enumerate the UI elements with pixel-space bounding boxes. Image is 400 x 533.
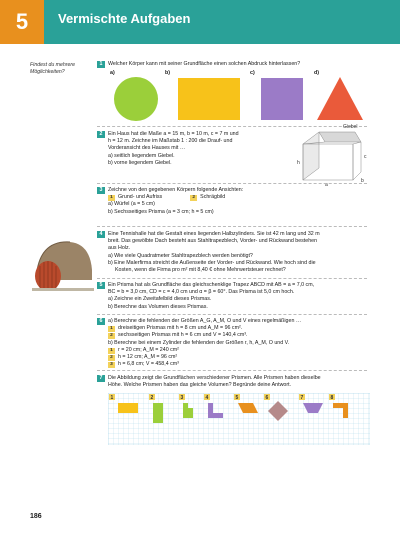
exercise-5: 5 Ein Prisma hat als Grundfläche das gleichschenklige Trapez ABCD mit AB = a = 7,0 cm, BC = b = 3,0 cm, CD = c = 4,0 cm und α = β = 60°. Das Prisma ist 5,0 cm hoch. a) Zeichne ein Zweitafelbild dieses Prismas. b) Berechne das Volumen dieses Prismas. bbox=[97, 282, 367, 311]
svg-text:a: a bbox=[325, 182, 328, 188]
option-label: d) bbox=[314, 70, 319, 76]
house-diagram bbox=[285, 122, 375, 188]
svg-text:h: h bbox=[297, 160, 300, 166]
option-label: b) bbox=[165, 70, 170, 76]
svg-text:2: 2 bbox=[150, 395, 154, 401]
exercise-2: 2 Ein Haus hat die Maße a = 15 m, b = 10 m, c = 7 m und h = 12 m. Zeichne im Maßstab 1 : 200 die Drauf- und Vorderansicht des Hauses mit … a) seitlich liegendem Giebel. b) vorne liegendem Giebel. bbox=[97, 131, 317, 167]
exercise-4: 4 Eine Tennishalle hat die Gestalt eines liegenden Halbzylinders. Sie ist 42 m lang und 32 m breit. Das gewölbte Dach besteht aus Stahltrapezblech, Vorder- und Rückwand bestehen aus Holz. a) Wie viele Quadratmeter Stahltrapezblech werden benötigt? b) Eine Malerfirma streicht die Außenseite der Vorder- und Rückwand. Wie hoch sind die Kosten, wenn die Firma pro m² mit 8,40 € ohne Mehrwertsteuer rechnet? bbox=[97, 231, 367, 274]
svg-text:b: b bbox=[361, 178, 364, 184]
exercise-number: 2 bbox=[97, 131, 105, 138]
exercise-7: 7 Die Abbildung zeigt die Grundflächen verschiedener Prismen. Alle Prismen haben dieselbe Höhe. Welche Prismen haben das gleiche Volumen? Begründe deine Antwort. bbox=[97, 375, 367, 389]
option-label: c) bbox=[250, 70, 255, 76]
exercise-number: 5 bbox=[97, 282, 105, 289]
sidebar-note: Findest du mehrere Möglichkeiten? bbox=[30, 62, 75, 75]
tennis-hall-illustration bbox=[30, 230, 94, 296]
exercise-number: 7 bbox=[97, 375, 105, 382]
red-triangle bbox=[317, 77, 363, 120]
svg-text:1: 1 bbox=[110, 395, 114, 401]
option-label: a) bbox=[110, 70, 115, 76]
divider bbox=[97, 183, 367, 184]
prism-base-grid bbox=[108, 393, 370, 445]
svg-text:4: 4 bbox=[205, 395, 209, 401]
chapter-number: 5 bbox=[0, 0, 44, 44]
page-title: Vermischte Aufgaben bbox=[58, 11, 191, 26]
yellow-rectangle bbox=[178, 78, 240, 120]
svg-text:5: 5 bbox=[235, 395, 239, 401]
exercise-6: 6 a) Berechne die fehlenden der Größen A_G, A_M, O und V eines regelmäßigen … 1 dreiseitigen Prismas mit h = 8 cm und A_M = 96 cm². 2 sechsseitigen Prismas mit h = 6 cm und V = 140,4 cm³. b) Berechne bei einem Zylinder die fehlenden der Größen r, h, A_M, O und V. 1 r = 20 cm; A_M = 240 cm² 2 h = 12 cm; A_M = 96 cm² 3 h = 6,8 cm; V = 458,4 cm³ bbox=[97, 318, 367, 368]
svg-text:3: 3 bbox=[180, 395, 184, 401]
divider bbox=[97, 278, 367, 279]
svg-text:c: c bbox=[364, 154, 367, 160]
gable-label: Giebel bbox=[343, 124, 358, 130]
exercise-3: 3 Zeichne von den gegebenen Körpern folgende Ansichten: 1 Grund- und Aufriss 2 Schrägbild a) Würfel (a = 5 cm) b) Sechsseitiges Prisma (a = 3 cm; h = 5 cm) bbox=[97, 187, 367, 216]
exercise-number: 3 bbox=[97, 187, 105, 194]
svg-text:8: 8 bbox=[330, 395, 334, 401]
divider bbox=[97, 370, 367, 371]
exercise-text: Welcher Körper kann mit seiner Grundfläche einen solchen Abdruck hinterlassen? bbox=[108, 61, 301, 67]
green-circle bbox=[114, 77, 158, 121]
svg-text:6: 6 bbox=[265, 395, 269, 401]
svg-text:7: 7 bbox=[300, 395, 304, 401]
violet-square bbox=[261, 78, 303, 120]
exercise-number: 6 bbox=[97, 318, 105, 325]
base-shape-2 bbox=[153, 403, 163, 423]
base-shape-1 bbox=[118, 403, 138, 413]
divider bbox=[97, 314, 367, 315]
exercise-number: 1 bbox=[97, 61, 105, 68]
divider bbox=[97, 226, 367, 227]
exercise-number: 4 bbox=[97, 231, 105, 238]
page-number: 186 bbox=[30, 513, 42, 520]
